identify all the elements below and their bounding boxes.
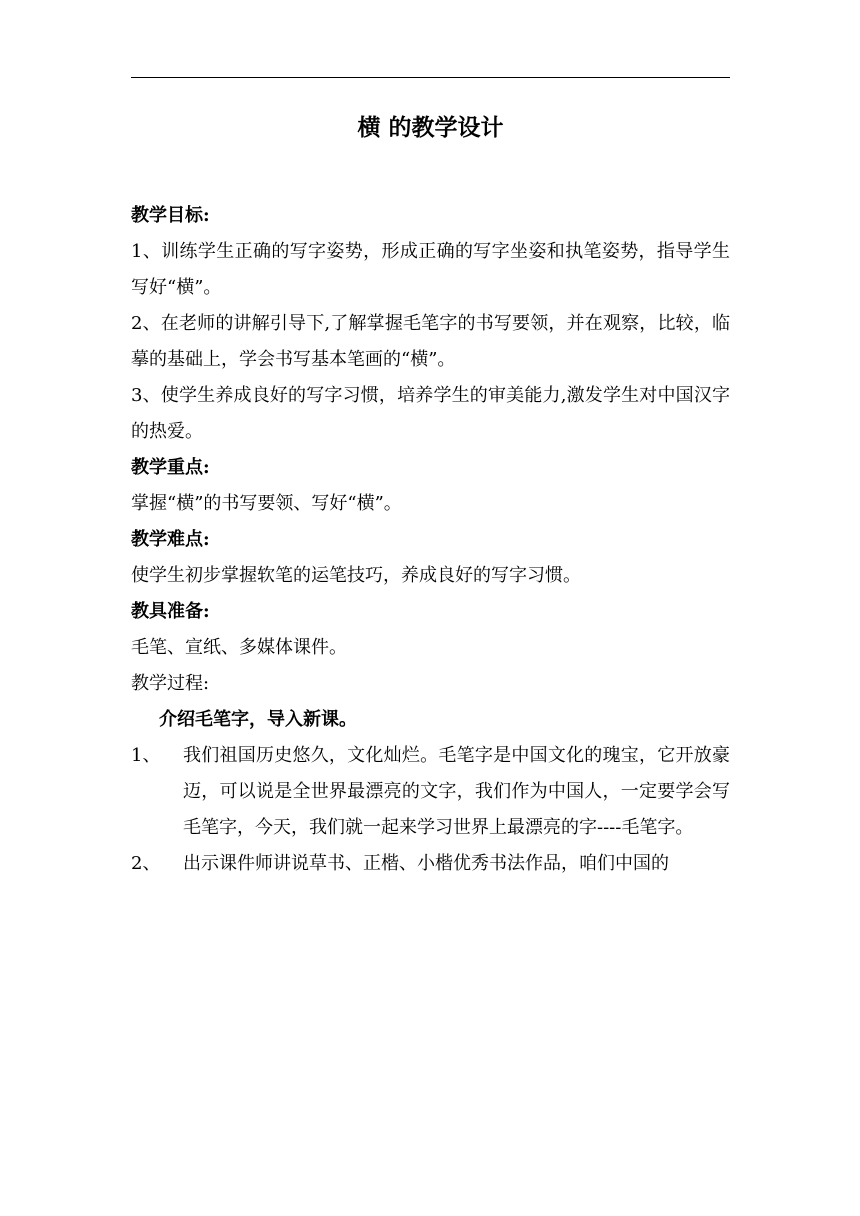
step-text: 出示课件师讲说草书、正楷、小楷优秀书法作品，咱们中国的 bbox=[183, 853, 669, 874]
process-step bbox=[131, 846, 730, 882]
materials-text: 毛笔、宣纸、多媒体课件。 bbox=[131, 637, 347, 658]
header-rule bbox=[131, 77, 730, 78]
step-number: 1、 bbox=[131, 745, 161, 766]
objective-item: 3、使学生养成良好的写字习惯，培养学生的审美能力,激发学生对中国汉字的热爱。 bbox=[131, 385, 730, 442]
process-subheading: 介绍毛笔字，导入新课。 bbox=[159, 709, 357, 730]
key-points-heading: 教学重点: bbox=[131, 457, 210, 478]
materials-heading: 教具准备: bbox=[131, 601, 210, 622]
process-step bbox=[131, 738, 730, 846]
key-points-text: 掌握“横”的书写要领、写好“横”。 bbox=[131, 493, 402, 514]
objective-item: 2、在老师的讲解引导下,了解掌握毛笔字的书写要领，并在观察，比较，临摹的基础上，学会书写基本笔画的“横”。 bbox=[131, 313, 730, 370]
step-text: 我们祖国历史悠久，文化灿烂。毛笔字是中国文化的瑰宝，它开放豪迈，可以说是全世界最漂亮的文字，我们作为中国人，一定要学会写毛笔字，今天，我们就一起来学习世界上最漂亮的字----毛笔字。 bbox=[183, 745, 730, 838]
document-body bbox=[131, 198, 730, 882]
process-heading: 教学过程: bbox=[131, 673, 210, 694]
step-number: 2、 bbox=[131, 853, 161, 874]
difficulties-text: 使学生初步掌握软笔的运笔技巧，养成良好的写字习惯。 bbox=[131, 565, 581, 586]
document-title: 横 的教学设计 bbox=[357, 114, 504, 141]
difficulties-heading: 教学难点: bbox=[131, 529, 210, 550]
objectives-heading: 教学目标: bbox=[131, 205, 210, 226]
objective-item: 1、训练学生正确的写字姿势，形成正确的写字坐姿和执笔姿势，指导学生写好“横”。 bbox=[131, 241, 730, 298]
